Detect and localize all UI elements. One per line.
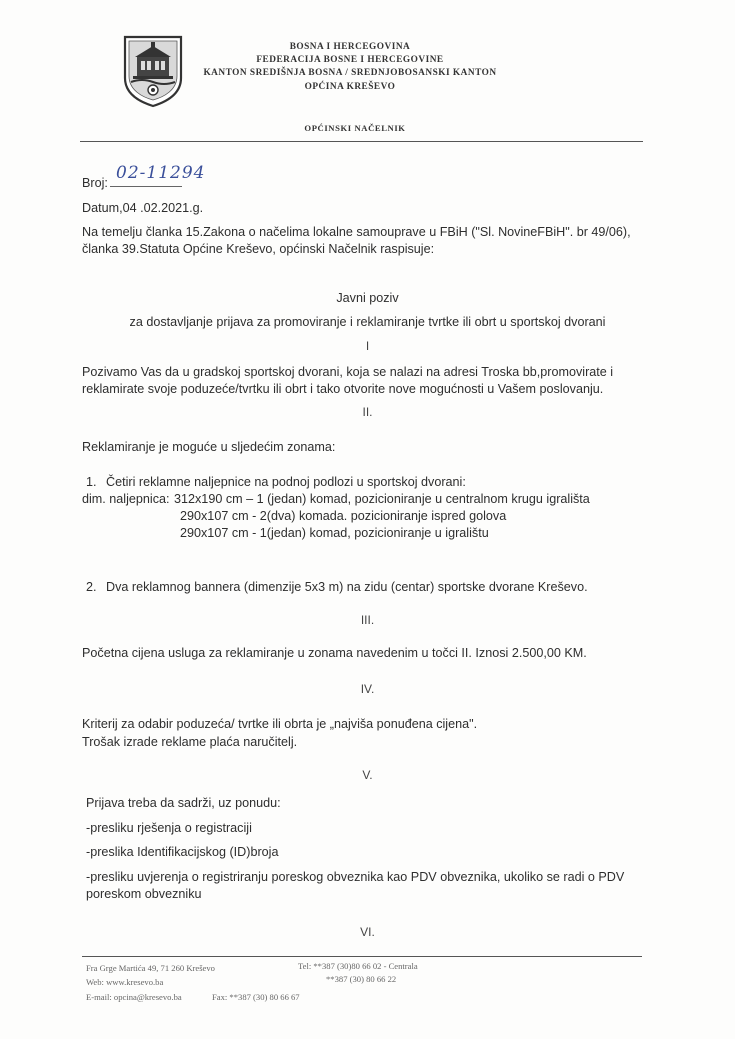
section-5-intro: Prijava treba da sadrži, uz ponudu: (86, 796, 281, 810)
document-subtitle: za dostavljanje prijava za promoviranje i reklamiranje tvrtke ili obrt u sportskoj dvorani (129, 315, 606, 329)
header-canton: KANTON SREDIŠNJA BOSNA / SREDNJOBOSANSKI KANTON (203, 68, 497, 78)
footer-phone-central: Tel: **387 (30)80 66 02 - Centrala (298, 961, 418, 971)
header-office: OPĆINSKI NAČELNIK (304, 123, 406, 133)
footer-phone-2: **387 (30) 80 66 22 (326, 974, 397, 984)
section-1-line-1: Pozivamo Vas da u gradskoj sportskoj dvorani, koja se nalazi na adresi Troska bb,promovirate i (82, 365, 614, 379)
section-4-line-2: Trošak izrade reklame plaća naručitelj. (82, 735, 298, 749)
footer-email: E-mail: opcina@kresevo.ba (86, 992, 182, 1002)
section-2-dimension-2: 290x107 cm - 2(dva) komada. pozicioniranje ispred golova (180, 509, 507, 523)
datum: Datum,04 .02.2021.g. (82, 201, 204, 215)
section-number-6: VI. (360, 925, 375, 939)
section-2-item-2-text: Dva reklamnog bannera (dimenzije 5x3 m) na zidu (centar) sportske dvorane Kreševo. (106, 580, 588, 594)
section-2-item-2-number: 2. (86, 580, 97, 594)
footer-divider (82, 956, 642, 957)
section-3-text: Početna cijena usluga za reklamiranje u zonama navedenim u točci II. Iznosi 2.500,00 KM. (82, 646, 587, 660)
footer-fax: Fax: **387 (30) 80 66 67 (212, 992, 300, 1002)
section-2-intro: Reklamiranje je moguće u sljedećim zonama: (82, 440, 336, 454)
section-2-item-1-text: Četiri reklamne naljepnice na podnoj podlozi u sportskoj dvorani: (106, 475, 466, 489)
header-divider (80, 141, 643, 142)
section-number-1: I (365, 339, 370, 353)
section-5-bullet-3-line-2: poreskom obvezniku (86, 887, 202, 901)
section-number-4: IV. (360, 682, 375, 696)
header-country: BOSNA I HERCEGOVINA (289, 42, 411, 52)
municipality-crest-icon (122, 34, 184, 108)
header-federation: FEDERACIJA BOSNE I HERCEGOVINE (256, 55, 444, 65)
section-number-5: V. (362, 768, 373, 782)
intro-line-2: članka 39.Statuta Općine Kreševo, općinski Načelnik raspisuje: (82, 242, 435, 256)
section-5-bullet-1: -presliku rješenja o registraciji (86, 821, 252, 835)
header-municipality: OPĆINA KREŠEVO (304, 82, 396, 92)
section-2-item-1-number: 1. (86, 475, 97, 489)
section-5-bullet-2: -preslika Identifikacijskog (ID)broja (86, 845, 279, 859)
section-2-dimension-1: 312x190 cm – 1 (jedan) komad, pozicioniranje u centralnom krugu igrališta (174, 492, 590, 506)
section-2-dimension-label: dim. naljepnica: (82, 492, 170, 506)
section-1-line-2: reklamirate svoje poduzeće/tvrtku ili obrt i tako otvorite nove mogućnosti u Vašem poslovanju. (82, 382, 604, 396)
section-number-2: II. (362, 405, 373, 419)
footer-web: Web: www.kresevo.ba (86, 977, 164, 987)
intro-line-1: Na temelju članka 15.Zakona o načelima lokalne samouprave u FBiH ("Sl. NovineFBiH". br 49/06), (82, 225, 631, 239)
section-5-bullet-3-line-1: -presliku uvjerenja o registriranju poreskog obveznika kao PDV obveznika, ukoliko se radi o PDV (86, 870, 625, 884)
document-title: Javni poziv (336, 291, 399, 305)
section-number-3: III. (360, 613, 375, 627)
section-4-line-1: Kriterij za odabir poduzeća/ tvrtke ili obrta je „najviša ponuđena cijena". (82, 717, 478, 731)
broj-underline (110, 186, 182, 187)
section-2-dimension-3: 290x107 cm - 1(jedan) komad, pozicioniranje u igralištu (180, 526, 489, 540)
footer-address: Fra Grge Martića 49, 71 260 Kreševo (86, 963, 215, 973)
broj-label: Broj: (82, 176, 108, 190)
broj-handwritten-number: 02-11294 (116, 163, 206, 183)
